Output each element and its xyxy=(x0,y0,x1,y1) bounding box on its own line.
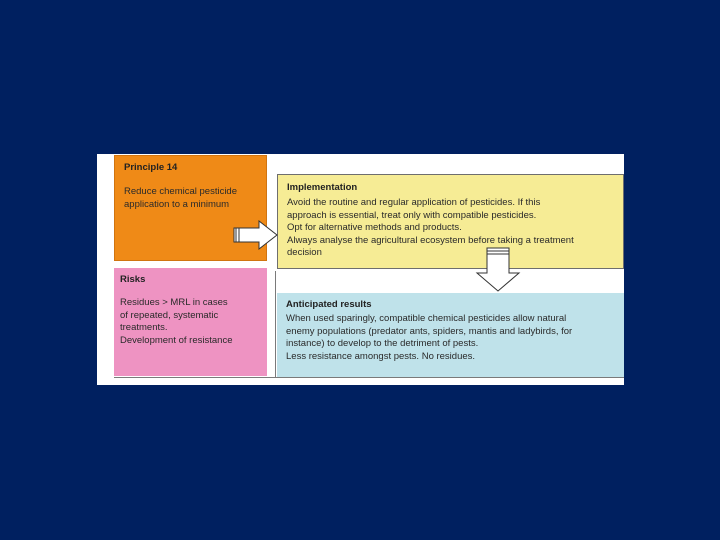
implementation-line: Avoid the routine and regular application of pesticides. If this xyxy=(287,197,541,208)
implementation-line: Always analyse the agricultural ecosystem before taking a treatment xyxy=(287,234,574,246)
risks-title: Risks xyxy=(120,274,146,285)
principle-title: Principle 14 xyxy=(124,162,178,173)
divider xyxy=(275,271,276,377)
implementation-line: approach is essential, treat only with compatible pesticides. xyxy=(287,209,537,221)
bottom-divider xyxy=(114,377,624,378)
risks-line: of repeated, systematic xyxy=(120,309,219,321)
risks-line: Development of resistance xyxy=(120,334,233,346)
risks-text xyxy=(120,297,232,347)
results-line: instance) to develop to the detriment of pests. xyxy=(286,338,479,349)
results-box xyxy=(277,293,624,377)
implementation-line: Opt for alternative methods and products. xyxy=(287,222,462,233)
results-title: Anticipated results xyxy=(286,299,372,310)
results-line: Less resistance amongst pests. No residues. xyxy=(286,350,476,362)
risks-line: Residues > MRL in cases xyxy=(120,297,228,308)
principle-text xyxy=(124,186,237,211)
implementation-line: decision xyxy=(287,247,322,258)
results-text xyxy=(286,313,572,363)
implementation-title: Implementation xyxy=(287,182,358,193)
down-arrow-icon xyxy=(475,247,521,293)
principle-diagram xyxy=(97,154,624,385)
principle-line: application to a minimum xyxy=(124,198,230,210)
results-line: enemy populations (predator ants, spiders, mantis and ladybirds, for xyxy=(286,325,573,337)
implementation-text xyxy=(287,197,574,260)
risks-box xyxy=(114,268,267,376)
risks-line: treatments. xyxy=(120,322,168,333)
results-line: When used sparingly, compatible chemical pesticides allow natural xyxy=(286,313,567,324)
right-arrow-icon xyxy=(233,220,279,250)
principle-line: Reduce chemical pesticide xyxy=(124,186,238,197)
implementation-box xyxy=(277,174,624,269)
